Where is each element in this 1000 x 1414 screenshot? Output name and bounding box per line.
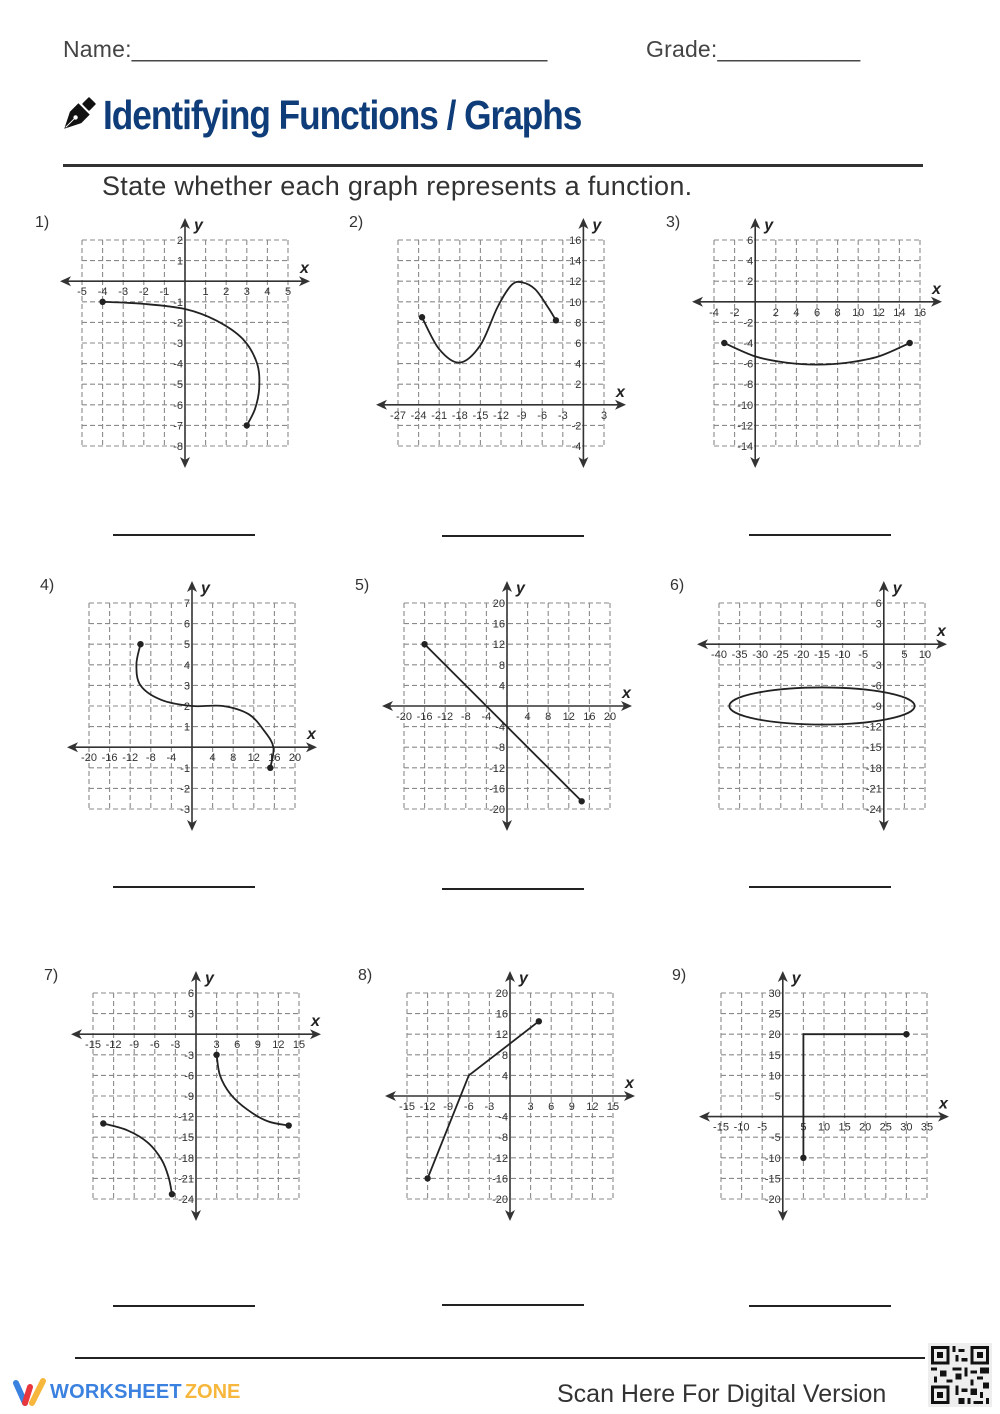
endpoint-dot [721, 340, 727, 346]
y-tick-label: -8 [743, 379, 754, 392]
x-tick-label: -25 [772, 649, 789, 662]
graph-7 [63, 963, 329, 1229]
question-number: 2) [349, 214, 364, 231]
graph-4 [59, 573, 325, 839]
x-tick-label: -6 [537, 409, 548, 422]
y-tick-label: 8 [501, 1049, 508, 1062]
answer-blank[interactable] [442, 888, 584, 890]
x-tick-label: 5 [800, 1121, 807, 1134]
scan-text: Scan Here For Digital Version [557, 1380, 887, 1408]
y-tick-label: 16 [495, 1008, 508, 1021]
instructions: State whether each graph represents a function. [102, 171, 693, 201]
footer-divider [75, 1357, 925, 1359]
y-tick-label: 30 [768, 988, 781, 1000]
answer-blank[interactable] [749, 886, 891, 888]
x-tick-label: 5 [901, 649, 908, 662]
y-tick-label: -1 [173, 296, 183, 309]
x-tick-label: -2 [138, 286, 149, 299]
x-tick-label: -12 [122, 752, 139, 765]
endpoint-dot [169, 1191, 175, 1197]
y-tick-label: 4 [501, 1070, 508, 1083]
x-tick-label: -6 [463, 1101, 474, 1113]
x-tick-label: -18 [451, 409, 468, 422]
x-tick-label: 25 [879, 1121, 892, 1134]
x-tick-label: -3 [118, 286, 129, 299]
y-tick-label: -20 [489, 804, 505, 816]
y-tick-label: -4 [743, 338, 754, 350]
x-tick-label: 2 [772, 306, 779, 319]
y-tick-label: 7 [183, 598, 190, 610]
endpoint-dot [424, 1175, 430, 1181]
y-tick-label: -8 [498, 1132, 508, 1145]
x-axis-label: x [932, 280, 941, 298]
relation-line [428, 1021, 539, 1178]
question-number: 6) [670, 577, 685, 594]
y-axis-label: y [519, 970, 528, 987]
question-number: 8) [358, 967, 373, 984]
y-tick-label: -1 [180, 762, 190, 775]
y-tick-label: 4 [183, 659, 190, 672]
fountain-pen-icon [55, 94, 99, 138]
x-tick-label: 4 [524, 711, 531, 723]
y-tick-label: -6 [743, 358, 754, 371]
x-tick-label: 20 [603, 711, 617, 723]
x-tick-label: 6 [813, 306, 821, 319]
title-divider [63, 164, 923, 167]
worksheetzone-logo[interactable] [10, 1377, 240, 1407]
question-number: 3) [666, 214, 681, 231]
question-number: 5) [355, 577, 370, 594]
y-tick-label: 20 [495, 988, 508, 1000]
y-tick-label: -21 [865, 783, 882, 796]
x-tick-label: -24 [410, 409, 427, 422]
y-tick-label: 14 [569, 255, 582, 268]
y-tick-label: 6 [187, 988, 194, 1000]
grade-field[interactable]: Grade:___________ [646, 36, 861, 62]
x-axis-label: x [937, 623, 946, 641]
x-tick-label: -2 [729, 306, 740, 319]
x-tick-label: 4 [209, 752, 216, 765]
x-tick-label: -3 [484, 1101, 495, 1113]
name-field[interactable]: Name:________________________________ [63, 36, 548, 62]
endpoint-dot [100, 1120, 106, 1126]
answer-blank[interactable] [113, 1305, 255, 1307]
y-tick-label: -6 [872, 680, 882, 693]
answer-blank[interactable] [113, 534, 255, 536]
x-tick-label: -5 [757, 1121, 768, 1134]
endpoint-dot [907, 340, 913, 346]
x-tick-label: 3 [527, 1101, 534, 1113]
y-tick-label: -2 [743, 317, 754, 330]
x-tick-label: -8 [145, 752, 156, 765]
x-axis-label: x [307, 726, 316, 744]
x-tick-label: 8 [834, 306, 841, 319]
y-axis-label: y [764, 217, 774, 234]
y-tick-label: -3 [872, 659, 882, 672]
y-axis-label: y [791, 970, 801, 987]
endpoint-dot [800, 1155, 806, 1161]
y-tick-label: 2 [575, 379, 582, 392]
answer-blank[interactable] [113, 886, 255, 888]
y-tick-label: -2 [173, 317, 183, 330]
graph-3 [684, 210, 950, 476]
x-tick-label: -20 [81, 752, 97, 765]
x-axis-label: x [300, 260, 309, 278]
graph-8 [377, 963, 643, 1229]
x-tick-label: -12 [419, 1101, 436, 1113]
graph-9 [691, 963, 957, 1229]
graph-2 [368, 210, 634, 476]
y-tick-label: 12 [492, 639, 505, 652]
y-tick-label: -16 [492, 1173, 508, 1186]
x-tick-label: -5 [77, 286, 87, 299]
endpoint-dot [286, 1122, 292, 1128]
y-tick-label: 5 [774, 1091, 781, 1103]
x-tick-label: 14 [893, 306, 906, 319]
y-tick-label: 6 [747, 235, 754, 247]
graph-6 [689, 573, 955, 839]
y-tick-label: -14 [737, 441, 754, 453]
x-tick-label: -21 [431, 409, 448, 422]
y-axis-label: y [892, 580, 902, 597]
x-tick-label: -12 [105, 1039, 122, 1052]
x-tick-label: 6 [548, 1101, 555, 1113]
x-tick-label: -16 [101, 752, 118, 765]
x-tick-label: -15 [472, 409, 489, 422]
endpoint-dot [578, 798, 584, 804]
x-tick-label: 12 [562, 711, 575, 723]
y-tick-label: -5 [173, 379, 183, 392]
y-tick-label: -6 [173, 399, 183, 412]
y-tick-label: 2 [747, 276, 754, 289]
answer-blank[interactable] [749, 534, 891, 536]
endpoint-dot [419, 314, 425, 320]
y-tick-label: -12 [492, 1152, 508, 1165]
y-tick-label: -4 [173, 358, 183, 371]
y-tick-label: 15 [768, 1049, 781, 1062]
x-tick-label: -40 [711, 649, 727, 662]
endpoint-dot [903, 1031, 909, 1037]
x-axis-label: x [616, 383, 625, 401]
x-tick-label: -6 [149, 1039, 160, 1052]
x-tick-label: -4 [166, 752, 177, 765]
y-tick-label: 8 [575, 317, 582, 330]
x-tick-label: 20 [288, 752, 302, 765]
x-tick-label: -15 [713, 1121, 729, 1134]
question-number: 4) [40, 577, 55, 594]
endpoint-dot [244, 422, 250, 428]
y-tick-label: 25 [768, 1008, 781, 1021]
x-tick-label: -12 [493, 409, 509, 422]
y-tick-label: -10 [764, 1152, 781, 1165]
x-tick-label: -3 [170, 1039, 181, 1052]
x-axis-label: x [625, 1075, 634, 1092]
logo-text-worksheet: WORKSHEET [50, 1380, 182, 1403]
y-tick-label: 12 [569, 276, 582, 289]
y-tick-label: -12 [178, 1111, 194, 1124]
endpoint-dot [137, 641, 143, 647]
logo-mark-icon [10, 1377, 50, 1407]
x-tick-label: 12 [247, 752, 260, 765]
x-tick-label: -12 [437, 711, 454, 723]
x-tick-label: 10 [852, 306, 865, 319]
question-number: 9) [672, 967, 687, 984]
x-tick-label: 12 [272, 1039, 285, 1052]
x-tick-label: 2 [223, 286, 230, 299]
x-tick-label: 10 [817, 1121, 831, 1134]
y-tick-label: 5 [183, 639, 190, 652]
x-tick-label: -15 [399, 1101, 415, 1113]
x-tick-label: -20 [793, 649, 810, 662]
y-tick-label: -24 [865, 804, 882, 816]
x-tick-label: 9 [254, 1039, 261, 1052]
y-tick-label: 12 [495, 1029, 508, 1042]
y-tick-label: -18 [178, 1152, 194, 1165]
x-axis-label: x [311, 1013, 320, 1031]
y-tick-label: 8 [498, 659, 505, 672]
y-tick-label: -15 [865, 742, 882, 755]
x-tick-label: -35 [731, 649, 748, 662]
x-tick-label: 4 [264, 286, 271, 299]
x-tick-label: -1 [159, 286, 170, 299]
graph-5 [374, 573, 640, 839]
y-tick-label: 3 [875, 618, 882, 631]
x-tick-label: -9 [516, 409, 527, 422]
x-tick-label: -3 [557, 409, 568, 422]
y-tick-label: 10 [569, 296, 582, 309]
title-block [55, 92, 659, 139]
y-tick-label: -18 [865, 762, 882, 775]
y-tick-label: -12 [489, 762, 505, 775]
y-tick-label: -7 [173, 420, 183, 433]
x-tick-label: -27 [390, 409, 406, 422]
x-tick-label: 15 [838, 1121, 851, 1134]
relation-curve [103, 1124, 172, 1195]
x-tick-label: 16 [913, 306, 927, 319]
endpoint-dot [213, 1052, 219, 1058]
y-tick-label: 3 [183, 680, 190, 693]
endpoint-dot [536, 1018, 542, 1024]
x-tick-label: -4 [709, 306, 719, 319]
y-tick-label: 1 [176, 255, 183, 268]
y-tick-label: -6 [184, 1070, 194, 1083]
y-tick-label: -9 [184, 1091, 194, 1103]
y-tick-label: 20 [768, 1029, 781, 1042]
y-tick-label: 1 [183, 721, 190, 734]
endpoint-dot [553, 317, 559, 323]
y-tick-label: 3 [187, 1008, 194, 1021]
x-tick-label: -9 [443, 1101, 454, 1113]
x-tick-label: 8 [545, 711, 552, 723]
y-tick-label: 4 [747, 255, 754, 268]
x-tick-label: -5 [858, 649, 869, 662]
x-tick-label: 12 [872, 306, 885, 319]
y-axis-label: y [592, 217, 602, 234]
y-tick-label: 6 [575, 338, 582, 350]
x-tick-label: 30 [900, 1121, 913, 1134]
x-tick-label: -8 [460, 711, 471, 723]
y-tick-label: 4 [575, 358, 582, 371]
y-tick-label: 10 [768, 1070, 781, 1083]
x-tick-label: -15 [85, 1039, 101, 1052]
x-tick-label: 16 [583, 711, 596, 723]
y-tick-label: -15 [764, 1173, 781, 1186]
x-tick-label: -4 [481, 711, 492, 723]
y-tick-label: -3 [184, 1049, 194, 1062]
x-tick-label: 20 [859, 1121, 872, 1134]
x-tick-label: -16 [416, 711, 433, 723]
x-tick-label: 16 [268, 752, 281, 765]
y-tick-label: -16 [489, 783, 505, 796]
x-axis-label: x [939, 1095, 948, 1113]
x-tick-label: -20 [396, 711, 412, 723]
endpoint-dot [99, 299, 105, 305]
y-tick-label: -20 [492, 1194, 508, 1206]
y-tick-label: 16 [569, 235, 582, 247]
y-tick-label: -12 [865, 721, 882, 734]
y-tick-label: 2 [183, 701, 190, 713]
y-tick-label: 6 [875, 598, 882, 610]
graph-1 [52, 210, 318, 476]
x-tick-label: 8 [230, 752, 237, 765]
x-tick-label: 5 [284, 286, 292, 299]
y-tick-label: -5 [771, 1132, 781, 1145]
x-tick-label: 3 [600, 409, 608, 422]
y-tick-label: -2 [571, 420, 582, 433]
y-tick-label: 6 [183, 618, 190, 631]
x-tick-label: -9 [129, 1039, 140, 1052]
question-number: 7) [44, 967, 59, 984]
x-tick-label: 10 [918, 649, 932, 662]
x-axis-label: x [622, 685, 631, 702]
x-tick-label: -10 [834, 649, 851, 662]
y-tick-label: 4 [498, 680, 505, 693]
x-tick-label: 15 [292, 1039, 306, 1052]
y-tick-label: -2 [180, 783, 190, 796]
y-axis-label: y [205, 970, 214, 987]
x-tick-label: 3 [213, 1039, 220, 1052]
y-tick-label: -21 [178, 1173, 194, 1186]
x-tick-label: 12 [586, 1101, 599, 1113]
x-tick-label: 4 [793, 306, 800, 319]
y-tick-label: -20 [764, 1194, 781, 1206]
y-tick-label: -8 [495, 742, 505, 755]
x-tick-label: 3 [243, 286, 250, 299]
x-tick-label: 1 [202, 286, 209, 299]
y-tick-label: -4 [495, 721, 505, 734]
answer-blank[interactable] [749, 1305, 891, 1307]
y-tick-label: -12 [737, 420, 754, 433]
y-axis-label: y [194, 217, 203, 234]
logo-text-zone: ZONE [184, 1380, 241, 1403]
x-tick-label: 9 [568, 1101, 575, 1113]
y-axis-label: y [516, 580, 525, 597]
x-tick-label: 15 [606, 1101, 620, 1113]
question-number: 1) [35, 214, 50, 231]
y-tick-label: -24 [178, 1194, 194, 1206]
y-tick-label: -15 [178, 1132, 194, 1145]
x-tick-label: -4 [97, 286, 108, 299]
y-tick-label: -3 [173, 338, 183, 350]
y-axis-label: y [201, 580, 210, 597]
answer-blank[interactable] [442, 535, 584, 537]
y-tick-label: 16 [492, 618, 505, 631]
endpoint-dot [421, 641, 427, 647]
y-tick-label: -3 [180, 804, 190, 816]
x-tick-label: -30 [752, 649, 769, 662]
y-tick-label: -9 [872, 701, 882, 713]
y-tick-label: 20 [492, 598, 505, 610]
x-tick-label: 6 [234, 1039, 241, 1052]
x-tick-label: 35 [920, 1121, 934, 1134]
answer-blank[interactable] [442, 1304, 584, 1306]
endpoint-dot [267, 765, 273, 771]
x-tick-label: -15 [814, 649, 830, 662]
x-tick-label: -10 [733, 1121, 750, 1134]
y-tick-label: 2 [176, 235, 183, 247]
page-title: Identifying Functions / Graphs [103, 92, 582, 138]
y-tick-label: -4 [498, 1111, 508, 1124]
y-tick-label: -10 [737, 399, 754, 412]
y-tick-label: -4 [571, 441, 582, 453]
y-tick-label: -8 [173, 441, 183, 453]
qr-code-icon[interactable] [928, 1343, 992, 1407]
